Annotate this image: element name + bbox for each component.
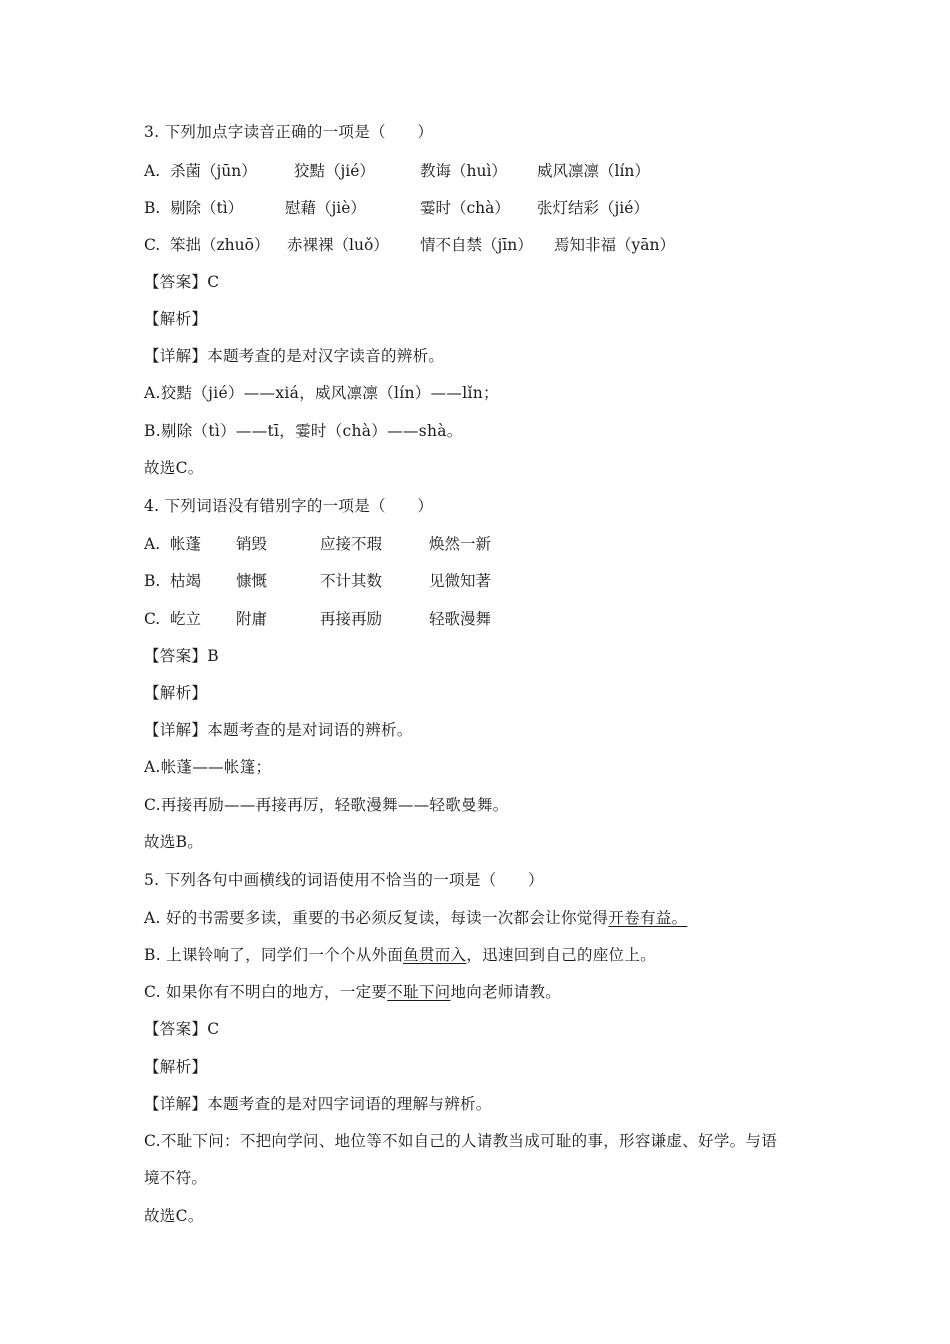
option-text: A. 好的书需要多读，重要的书必须反复读，每读一次都会让你觉得 — [144, 909, 609, 927]
q5-analysis-line: C.不耻下问：不把向学问、地位等不如自己的人请教当成可耻的事，形容谦虚、好学。与语 — [144, 1132, 778, 1150]
q3-detail: 【详解】本题考查的是对汉字读音的辨析。 — [144, 347, 445, 365]
q4-question: 4. 下列词语没有错别字的一项是（ ） — [144, 497, 434, 515]
option-label: A. — [144, 162, 161, 180]
option-word: 再接再励 — [320, 610, 383, 628]
option-word: 杀菌（jūn） — [170, 162, 257, 180]
option-word: 威风凛凛（lín） — [537, 162, 650, 180]
option-word: 焕然一新 — [429, 535, 492, 553]
option-label: C. — [144, 236, 161, 254]
q5-conclusion: 故选C。 — [144, 1207, 204, 1225]
q5-option-c — [144, 981, 561, 1003]
option-word: 霎时（chà） — [420, 199, 510, 217]
q5-question: 5. 下列各句中画横线的词语使用不恰当的一项是（ ） — [144, 871, 544, 889]
q5-option-a — [144, 907, 687, 929]
option-word: 慰藉（jiè） — [285, 199, 366, 217]
q4-analysis-line: C.再接再励——再接再厉，轻歌漫舞——轻歌曼舞。 — [144, 796, 509, 814]
option-word: 枯竭 — [170, 572, 202, 590]
q5-analysis-heading: 【解析】 — [144, 1058, 208, 1076]
q5-detail: 【详解】本题考查的是对四字词语的理解与辨析。 — [144, 1095, 492, 1113]
option-word: 狡黠（jié） — [294, 162, 375, 180]
option-word: 笨拙（zhuō） — [170, 236, 270, 254]
underlined-phrase: 鱼贯而入 — [403, 946, 467, 964]
option-word: 剔除（tì） — [170, 199, 244, 217]
option-word: 张灯结彩（jié） — [537, 199, 649, 217]
q4-conclusion: 故选B。 — [144, 833, 204, 851]
option-word: 屹立 — [170, 610, 202, 628]
q4-detail: 【详解】本题考查的是对词语的辨析。 — [144, 721, 413, 739]
option-text: 地向老师请教。 — [450, 983, 562, 1001]
q3-answer: 【答案】C — [144, 273, 220, 291]
option-word: 附庸 — [236, 610, 268, 628]
option-word: 不计其数 — [320, 572, 383, 590]
q3-analysis-heading: 【解析】 — [144, 310, 208, 328]
underlined-phrase: 开卷有益。 — [608, 909, 688, 927]
q5-answer: 【答案】C — [144, 1020, 220, 1038]
q3-analysis-line: B.剔除（tì）——tī，霎时（chà）——shà。 — [144, 422, 463, 440]
q5-option-b — [144, 944, 656, 966]
option-label: B. — [144, 572, 161, 590]
option-word: 情不自禁（jīn） — [420, 236, 533, 254]
option-word: 教诲（huì） — [420, 162, 507, 180]
option-word: 赤裸裸（luǒ） — [287, 236, 389, 254]
option-word: 焉知非福（yān） — [554, 236, 675, 254]
option-label: C. — [144, 610, 161, 628]
q3-question: 3. 下列加点字读音正确的一项是（ ） — [144, 123, 434, 141]
option-label: B. — [144, 199, 161, 217]
option-text: ，迅速回到自己的座位上。 — [466, 946, 656, 964]
option-word: 应接不瑕 — [320, 535, 383, 553]
option-text: C. 如果你有不明白的地方，一定要 — [144, 983, 388, 1001]
q4-answer: 【答案】B — [144, 647, 219, 665]
q4-analysis-line: A.帐蓬——帐篷； — [144, 758, 272, 776]
option-word: 见微知著 — [429, 572, 492, 590]
option-word: 轻歌漫舞 — [429, 610, 492, 628]
q4-analysis-heading: 【解析】 — [144, 684, 208, 702]
option-word: 销毁 — [236, 535, 268, 553]
underlined-phrase: 不耻下问 — [387, 983, 451, 1001]
option-text: B. 上课铃响了，同学们一个个从外面 — [144, 946, 404, 964]
q3-conclusion: 故选C。 — [144, 459, 204, 477]
option-word: 慷慨 — [236, 572, 268, 590]
option-word: 帐蓬 — [170, 535, 202, 553]
q3-analysis-line: A.狡黠（jié）——xiá，威风凛凛（lín）——lǐn； — [144, 384, 499, 402]
q5-analysis-line: 境不符。 — [144, 1169, 208, 1187]
option-label: A. — [144, 535, 161, 553]
